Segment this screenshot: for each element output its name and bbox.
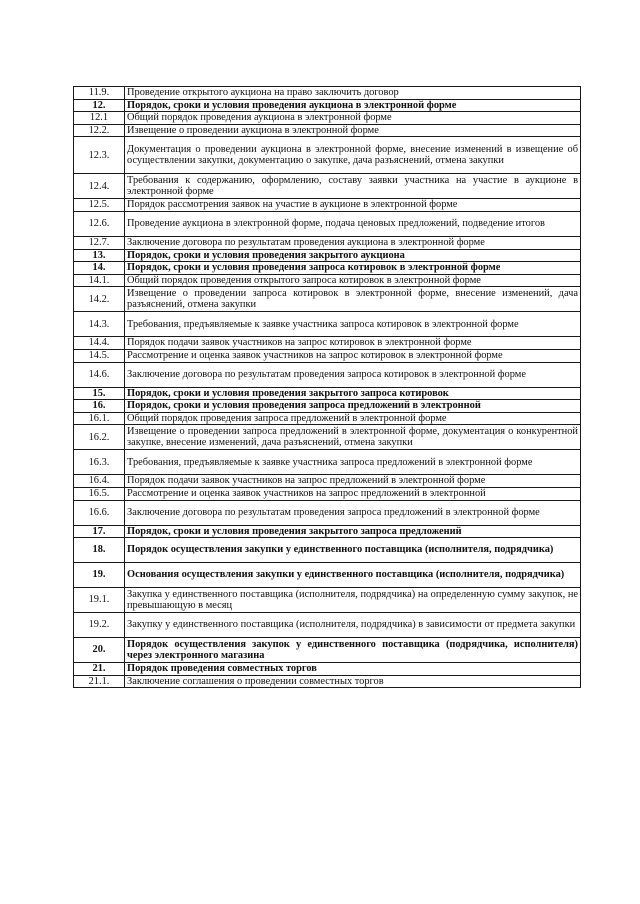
section-title: Требования, предъявляемые к заявке участника запроса предложений в электронной форме bbox=[125, 450, 581, 475]
section-title: Закупка у единственного поставщика (исполнителя, подрядчика) на определенную сумму закупок, не превышающую в месяц bbox=[125, 588, 581, 613]
table-row bbox=[74, 538, 581, 563]
section-number: 12.5. bbox=[74, 199, 125, 212]
table-row bbox=[74, 87, 581, 100]
section-number: 16.2. bbox=[74, 425, 125, 450]
section-number: 16.4. bbox=[74, 475, 125, 488]
section-title: Рассмотрение и оценка заявок участников на запрос котировок в электронной форме bbox=[125, 349, 581, 362]
table-row bbox=[74, 500, 581, 525]
section-title: Заключение договора по результатам проведения аукциона в электронной форме bbox=[125, 236, 581, 249]
section-title: Порядок, сроки и условия проведения закрытого аукциона bbox=[125, 249, 581, 262]
section-title: Заключение соглашения о проведении совместных торгов bbox=[125, 675, 581, 688]
section-number: 20. bbox=[74, 638, 125, 663]
section-title: Заключение договора по результатам проведения запроса котировок в электронной форме bbox=[125, 362, 581, 387]
section-number: 14. bbox=[74, 262, 125, 275]
section-title: Порядок осуществления закупок у единственного поставщика (подрядчика, исполнителя) через электронного магазина bbox=[125, 638, 581, 663]
table-row bbox=[74, 387, 581, 400]
table-row bbox=[74, 613, 581, 638]
section-title: Основания осуществления закупки у единственного поставщика (исполнителя, подрядчика) bbox=[125, 563, 581, 588]
section-number: 14.3. bbox=[74, 312, 125, 337]
section-number: 16.1. bbox=[74, 412, 125, 425]
section-title: Рассмотрение и оценка заявок участников на запрос предложений в электронной bbox=[125, 487, 581, 500]
section-title: Проведение открытого аукциона на право заключить договор bbox=[125, 87, 581, 100]
table-row bbox=[74, 174, 581, 199]
section-number: 14.5. bbox=[74, 349, 125, 362]
section-title: Порядок подачи заявок участников на запрос предложений в электронной форме bbox=[125, 475, 581, 488]
section-number: 12.6. bbox=[74, 211, 125, 236]
section-title: Общий порядок проведения открытого запроса котировок в электронной форме bbox=[125, 274, 581, 287]
section-number: 13. bbox=[74, 249, 125, 262]
section-number: 12.3. bbox=[74, 137, 125, 174]
table-row bbox=[74, 487, 581, 500]
section-number: 17. bbox=[74, 525, 125, 538]
section-title: Требования, предъявляемые к заявке участника запроса котировок в электронной форме bbox=[125, 312, 581, 337]
table-row bbox=[74, 236, 581, 249]
table-row bbox=[74, 124, 581, 137]
table-row bbox=[74, 199, 581, 212]
section-title: Закупку у единственного поставщика (исполнителя, подрядчика) в зависимости от предмета закупки bbox=[125, 613, 581, 638]
section-title: Порядок, сроки и условия проведения аукциона в электронной форме bbox=[125, 99, 581, 112]
section-title: Общий порядок проведения аукциона в электронной форме bbox=[125, 112, 581, 125]
section-number: 16.3. bbox=[74, 450, 125, 475]
section-number: 14.1. bbox=[74, 274, 125, 287]
table-row bbox=[74, 287, 581, 312]
section-title: Заключение договора по результатам проведения запроса предложений в электронной форме bbox=[125, 500, 581, 525]
section-number: 14.6. bbox=[74, 362, 125, 387]
table-row bbox=[74, 274, 581, 287]
section-title: Порядок, сроки и условия проведения закрытого запроса предложений bbox=[125, 525, 581, 538]
section-title: Документация о проведении аукциона в электронной форме, внесение изменений в извещение об осуществлении закупки, документацию о закупке, дача разъяснений, отмена закупки bbox=[125, 137, 581, 174]
section-number: 14.2. bbox=[74, 287, 125, 312]
section-number: 12.1 bbox=[74, 112, 125, 125]
section-title: Извещение о проведении запроса предложений в электронной форме, документация о конкурентной закупке, внесение изменений, дача разъяснений, отмена закупки bbox=[125, 425, 581, 450]
section-number: 19.2. bbox=[74, 613, 125, 638]
table-row bbox=[74, 675, 581, 688]
table-row bbox=[74, 588, 581, 613]
section-title: Проведение аукциона в электронной форме, подача ценовых предложений, подведение итогов bbox=[125, 211, 581, 236]
section-title: Порядок проведения совместных торгов bbox=[125, 663, 581, 676]
section-title: Порядок осуществления закупки у единственного поставщика (исполнителя, подрядчика) bbox=[125, 538, 581, 563]
section-number: 21. bbox=[74, 663, 125, 676]
section-title: Извещение о проведении запроса котировок в электронной форме, внесение изменений, дача разъяснений, отмена закупки bbox=[125, 287, 581, 312]
section-number: 19.1. bbox=[74, 588, 125, 613]
table-row bbox=[74, 211, 581, 236]
section-number: 11.9. bbox=[74, 87, 125, 100]
table-row bbox=[74, 412, 581, 425]
section-number: 16.6. bbox=[74, 500, 125, 525]
table-row bbox=[74, 99, 581, 112]
toc-body bbox=[74, 87, 581, 688]
section-title: Порядок, сроки и условия проведения запроса предложений в электронной bbox=[125, 400, 581, 413]
section-number: 18. bbox=[74, 538, 125, 563]
table-row bbox=[74, 137, 581, 174]
table-row bbox=[74, 112, 581, 125]
section-title: Требования к содержанию, оформлению, составу заявки участника на участие в аукционе в электронной форме bbox=[125, 174, 581, 199]
section-title: Порядок подачи заявок участников на запрос котировок в электронной форме bbox=[125, 337, 581, 350]
section-title: Общий порядок проведения запроса предложений в электронной форме bbox=[125, 412, 581, 425]
table-row bbox=[74, 450, 581, 475]
table-row bbox=[74, 563, 581, 588]
table-row bbox=[74, 663, 581, 676]
table-row bbox=[74, 638, 581, 663]
table-row bbox=[74, 349, 581, 362]
section-title: Извещение о проведении аукциона в электронной форме bbox=[125, 124, 581, 137]
table-row bbox=[74, 262, 581, 275]
section-number: 14.4. bbox=[74, 337, 125, 350]
table-row bbox=[74, 249, 581, 262]
table-row bbox=[74, 362, 581, 387]
table-row bbox=[74, 337, 581, 350]
section-number: 12.2. bbox=[74, 124, 125, 137]
section-number: 12.7. bbox=[74, 236, 125, 249]
table-row bbox=[74, 312, 581, 337]
section-title: Порядок, сроки и условия проведения закрытого запроса котировок bbox=[125, 387, 581, 400]
section-number: 12. bbox=[74, 99, 125, 112]
table-row bbox=[74, 400, 581, 413]
table-of-contents bbox=[73, 86, 581, 688]
section-number: 12.4. bbox=[74, 174, 125, 199]
table-row bbox=[74, 475, 581, 488]
section-title: Порядок рассмотрения заявок на участие в аукционе в электронной форме bbox=[125, 199, 581, 212]
section-number: 16. bbox=[74, 400, 125, 413]
section-title: Порядок, сроки и условия проведения запроса котировок в электронной форме bbox=[125, 262, 581, 275]
table-row bbox=[74, 525, 581, 538]
table-row bbox=[74, 425, 581, 450]
section-number: 21.1. bbox=[74, 675, 125, 688]
section-number: 15. bbox=[74, 387, 125, 400]
section-number: 19. bbox=[74, 563, 125, 588]
section-number: 16.5. bbox=[74, 487, 125, 500]
